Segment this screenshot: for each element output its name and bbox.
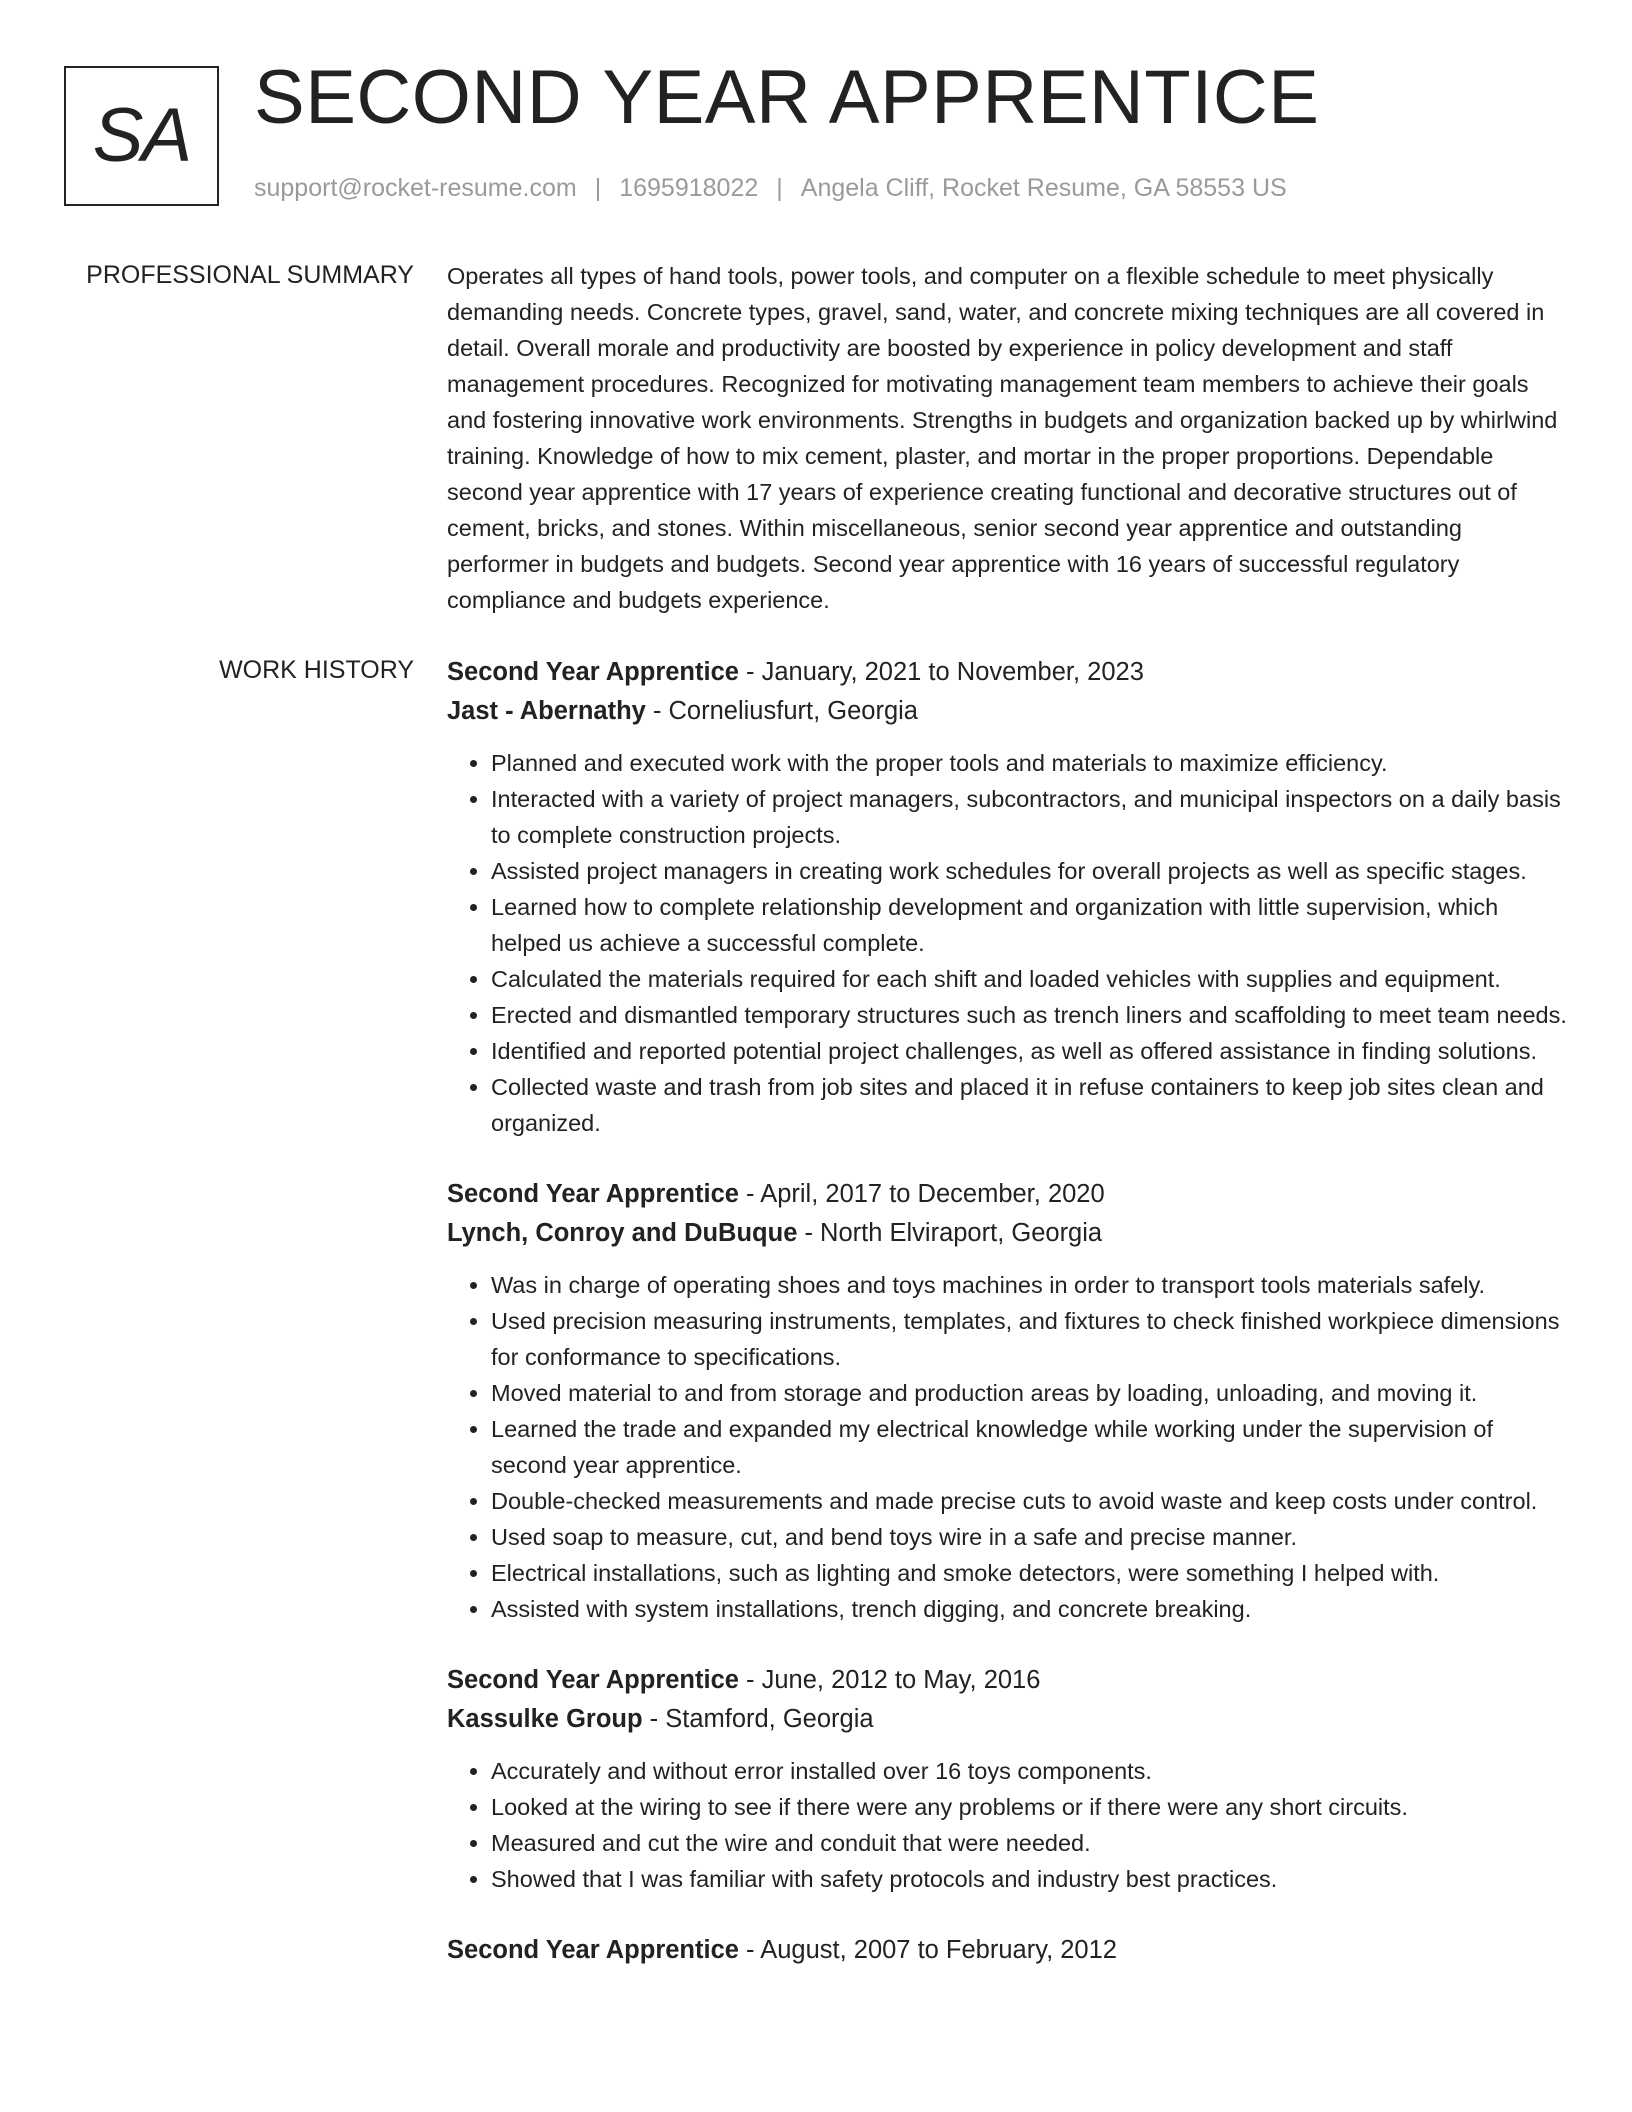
- job-bullet: • Identified and reported potential project challenges, as well as offered assistance in finding solutions.: [491, 1033, 1567, 1069]
- job-bullet: • Looked at the wiring to see if there were any problems or if there were any short circuits.: [491, 1789, 1567, 1825]
- job-role: Second Year Apprentice: [447, 1180, 739, 1208]
- job-role: Second Year Apprentice: [447, 658, 739, 686]
- contact-address: Angela Cliff, Rocket Resume, GA 58553 US: [800, 174, 1287, 202]
- resume-title: SECOND YEAR APPRENTICE: [254, 55, 1320, 140]
- job-entry: [447, 1661, 1567, 1897]
- job-bullet: • Collected waste and trash from job sites and placed it in refuse containers to keep job sites clean and organized.: [491, 1069, 1567, 1141]
- work-history-heading: WORK HISTORY: [219, 656, 414, 684]
- job-dates: - January, 2021 to November, 2023: [738, 658, 1144, 686]
- job-bullet: • Erected and dismantled temporary structures such as trench liners and scaffolding to meet team needs.: [491, 997, 1567, 1033]
- job-role-line: [447, 1931, 1567, 1970]
- contact-phone: 1695918022: [619, 174, 759, 202]
- job-bullet: • Used soap to measure, cut, and bend toys wire in a safe and precise manner.: [491, 1519, 1567, 1555]
- job-entry: [447, 653, 1567, 1141]
- job-bullet: • Double-checked measurements and made precise cuts to avoid waste and keep costs under control.: [491, 1483, 1567, 1519]
- job-entry: [447, 1931, 1567, 1970]
- job-bullet: • Moved material to and from storage and production areas by loading, unloading, and moving it.: [491, 1375, 1567, 1411]
- job-bullet: • Electrical installations, such as lighting and smoke detectors, were something I helped with.: [491, 1555, 1567, 1591]
- job-bullet: • Assisted with system installations, trench digging, and concrete breaking.: [491, 1591, 1567, 1627]
- contact-separator: |: [594, 174, 602, 202]
- job-bullets: [447, 745, 1567, 1141]
- summary-heading: PROFESSIONAL SUMMARY: [86, 261, 414, 289]
- job-bullets: [447, 1267, 1567, 1627]
- job-role: Second Year Apprentice: [447, 1936, 739, 1964]
- job-bullet: • Used precision measuring instruments, templates, and fixtures to check finished workpiece dimensions for conformance to specifications.: [491, 1303, 1567, 1375]
- job-location: - Stamford, Georgia: [642, 1705, 874, 1733]
- job-company-line: [447, 1700, 1567, 1739]
- job-bullet: • Learned the trade and expanded my electrical knowledge while working under the supervision of second year apprentice.: [491, 1411, 1567, 1483]
- job-bullets: [447, 1753, 1567, 1897]
- job-dates: - August, 2007 to February, 2012: [738, 1936, 1117, 1964]
- job-role-line: [447, 1661, 1567, 1700]
- job-bullet: • Accurately and without error installed over 16 toys components.: [491, 1753, 1567, 1789]
- job-bullet: • Assisted project managers in creating work schedules for overall projects as well as specific stages.: [491, 853, 1567, 889]
- monogram-initials: SA: [92, 93, 191, 178]
- contact-separator: |: [776, 174, 783, 202]
- job-company: Jast - Abernathy: [447, 697, 646, 725]
- job-company: Kassulke Group: [447, 1705, 643, 1733]
- job-role: Second Year Apprentice: [447, 1666, 739, 1694]
- contact-line: [254, 176, 1287, 201]
- job-company: Lynch, Conroy and DuBuque: [447, 1219, 798, 1247]
- job-bullet: • Was in charge of operating shoes and toys machines in order to transport tools materials safely.: [491, 1267, 1567, 1303]
- monogram-box: [64, 66, 219, 206]
- job-company-line: [447, 1214, 1567, 1253]
- job-bullet: • Planned and executed work with the proper tools and materials to maximize efficiency.: [491, 745, 1567, 781]
- job-entry: [447, 1175, 1567, 1627]
- summary-body: [447, 258, 1567, 618]
- job-location: - Corneliusfurt, Georgia: [645, 697, 918, 725]
- summary-text: Operates all types of hand tools, power tools, and computer on a flexible schedule to meet physically demanding needs. Concrete types, gravel, sand, water, and concrete mixing techniques are all covered in detail. Overall morale and productivity are boosted by experience in policy development and staff management procedures. Recognized for motivating management team members to achieve their goals and fostering innovative work environments. Strengths in budgets and organization backed up by whirlwind training. Knowledge of how to mix cement, plaster, and mortar in the proper proportions. Dependable second year apprentice with 17 years of experience creating functional and decorative structures out of cement, bricks, and stones. Within miscellaneous, senior second year apprentice and outstanding performer in budgets and budgets. Second year apprentice with 16 years of successful regulatory compliance and budgets experience.: [447, 263, 1558, 613]
- job-dates: - June, 2012 to May, 2016: [738, 1666, 1041, 1694]
- job-location: - North Elviraport, Georgia: [797, 1219, 1103, 1247]
- job-bullet: • Learned how to complete relationship development and organization with little supervision, which helped us achieve a successful complete.: [491, 889, 1567, 961]
- job-bullet: • Calculated the materials required for each shift and loaded vehicles with supplies and equipment.: [491, 961, 1567, 997]
- work-history-body: [447, 653, 1567, 2004]
- job-role-line: [447, 653, 1567, 692]
- job-bullet: • Interacted with a variety of project managers, subcontractors, and municipal inspectors on a daily basis to complete construction projects.: [491, 781, 1567, 853]
- job-dates: - April, 2017 to December, 2020: [738, 1180, 1105, 1208]
- job-bullet: • Showed that I was familiar with safety protocols and industry best practices.: [491, 1861, 1567, 1897]
- job-role-line: [447, 1175, 1567, 1214]
- job-bullet: • Measured and cut the wire and conduit that were needed.: [491, 1825, 1567, 1861]
- contact-email: support@rocket-resume.com: [254, 174, 577, 202]
- job-company-line: [447, 692, 1567, 731]
